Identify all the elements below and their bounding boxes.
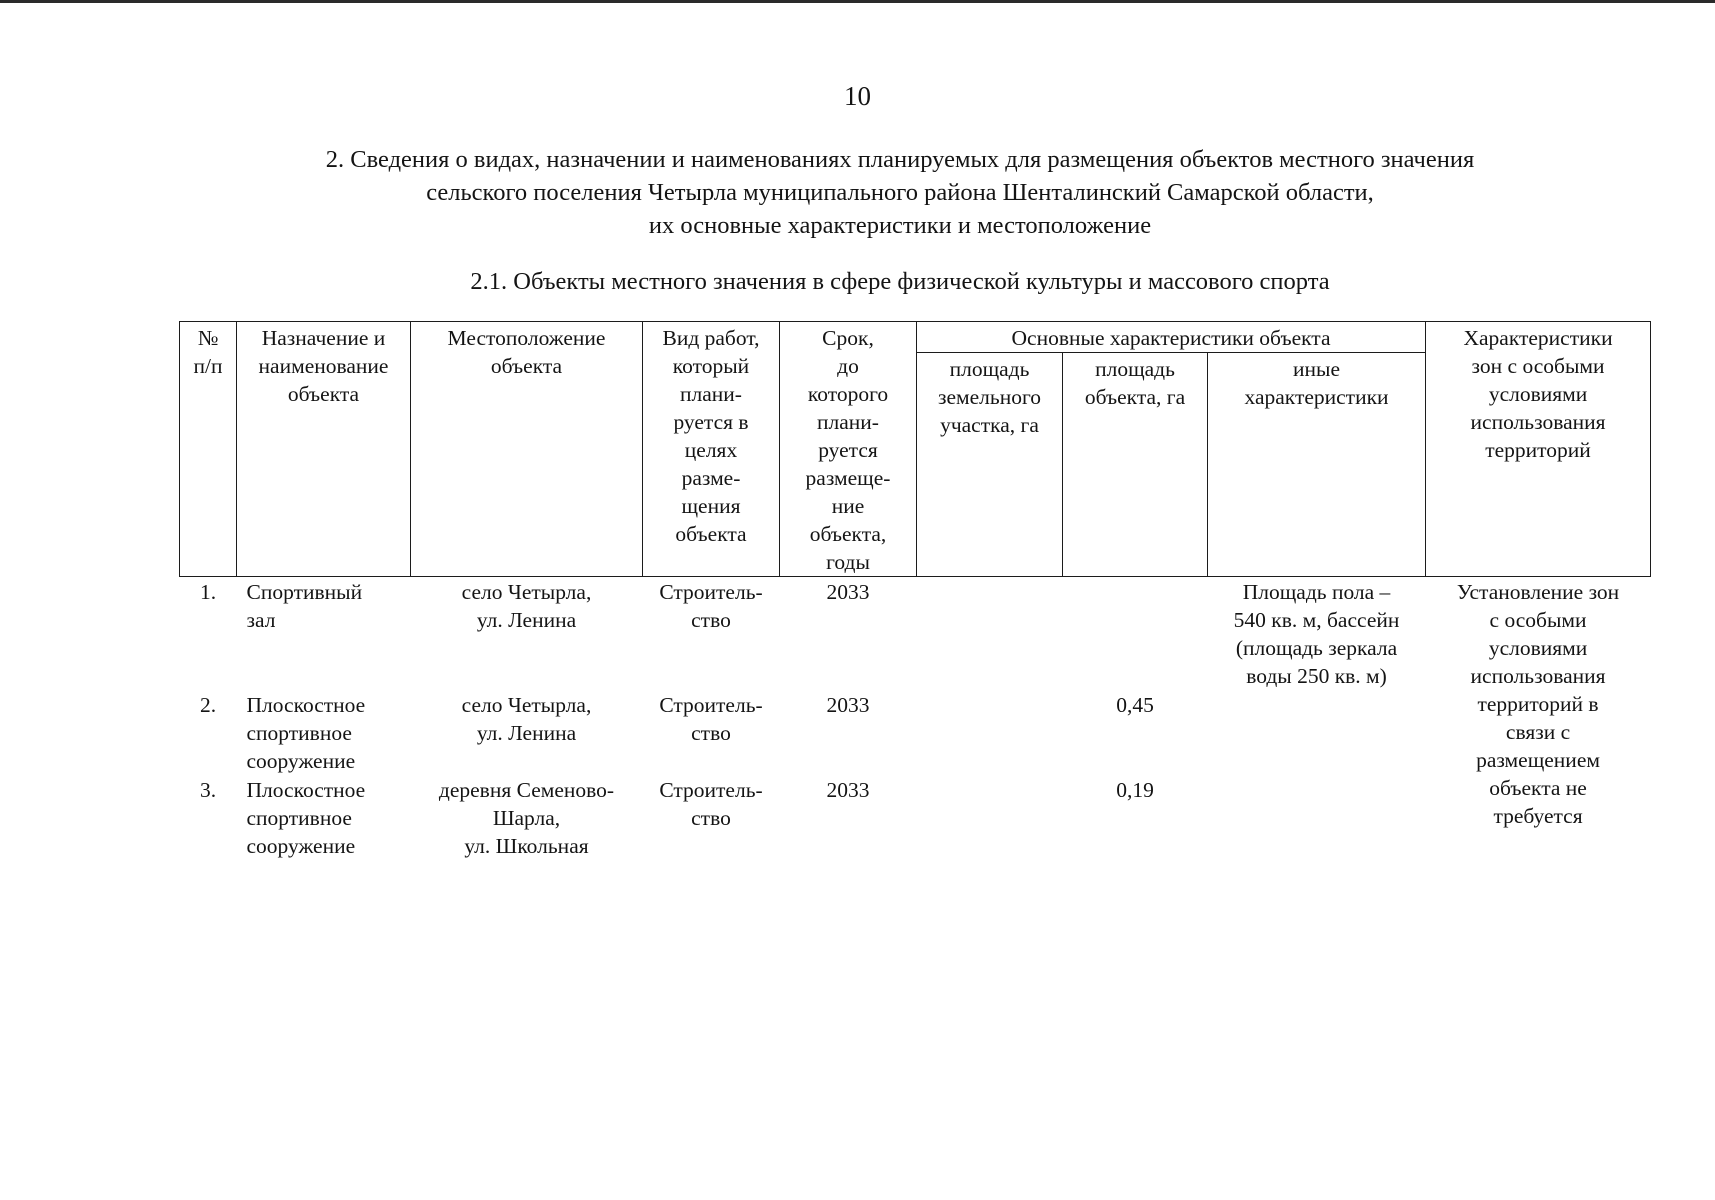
page-number: 10 <box>844 81 871 111</box>
row-land-area <box>917 690 1063 775</box>
row-object-area: 0,19 <box>1116 778 1154 802</box>
row-num: 2. <box>199 693 217 717</box>
row-term: 2033 <box>826 778 870 802</box>
row-term: 2033 <box>826 580 870 604</box>
header-num: № п/п <box>180 322 237 577</box>
row-other-characteristics: Площадь пола – 540 кв. м, бассейн (площадь зеркала воды 250 кв. м) <box>1233 580 1400 688</box>
row-location: село Четырла, ул. Ленина <box>461 693 592 745</box>
row-land-area <box>917 577 1063 691</box>
row-name: Плоскостное спортивное сооружение <box>246 778 366 858</box>
row-other-characteristics <box>1208 690 1426 775</box>
heading-line-3: их основные характеристики и местоположение <box>648 212 1152 239</box>
heading-line-1: 2. Сведения о видах, назначении и наименованиях планируемых для размещения объектов местного значения <box>325 146 1475 173</box>
header-land-area: площадь земельного участка, га <box>917 353 1063 577</box>
row-other-characteristics <box>1208 775 1426 860</box>
row-work-type: Строитель- ство <box>659 778 763 830</box>
header-object-area: площадь объекта, га <box>1063 353 1208 577</box>
header-work-type: Вид работ, который плани- руется в целях разме- щения объекта <box>643 322 780 577</box>
header-location: Местоположение объекта <box>411 322 643 577</box>
header-other-characteristics: иные характеристики <box>1208 353 1426 577</box>
row-num: 1. <box>199 580 217 604</box>
row-name: Спортивный зал <box>246 580 363 632</box>
objects-table <box>179 321 1651 860</box>
top-border-line <box>0 0 1715 3</box>
row-object-area <box>1063 577 1208 691</box>
row-num: 3. <box>199 778 217 802</box>
row-object-area: 0,45 <box>1116 693 1154 717</box>
heading-line-2: сельского поселения Четырла муниципального района Шенталинский Самарской области, <box>426 179 1374 206</box>
section-heading <box>180 143 1620 242</box>
row-land-area <box>917 775 1063 860</box>
zones-note: Установление зон с особыми условиями использования территорий в связи с размещением объекта не требуется <box>1456 580 1620 828</box>
header-zones: Характеристики зон с особыми условиями использования территорий <box>1426 322 1651 577</box>
row-term: 2033 <box>826 693 870 717</box>
table-row <box>180 577 1651 691</box>
header-row-1 <box>180 322 1651 353</box>
row-work-type: Строитель- ство <box>659 693 763 745</box>
header-term: Срок, до которого плани- руется размеще- ние объекта, годы <box>780 322 917 577</box>
row-work-type: Строитель- ство <box>659 580 763 632</box>
row-name: Плоскостное спортивное сооружение <box>246 693 366 773</box>
row-location: село Четырла, ул. Ленина <box>461 580 592 632</box>
header-name: Назначение и наименование объекта <box>237 322 411 577</box>
header-main-characteristics: Основные характеристики объекта <box>917 322 1426 353</box>
row-location: деревня Семеново- Шарла, ул. Школьная <box>438 778 615 858</box>
subsection-heading: 2.1. Объекты местного значения в сфере физической культуры и массового спорта <box>470 268 1330 295</box>
